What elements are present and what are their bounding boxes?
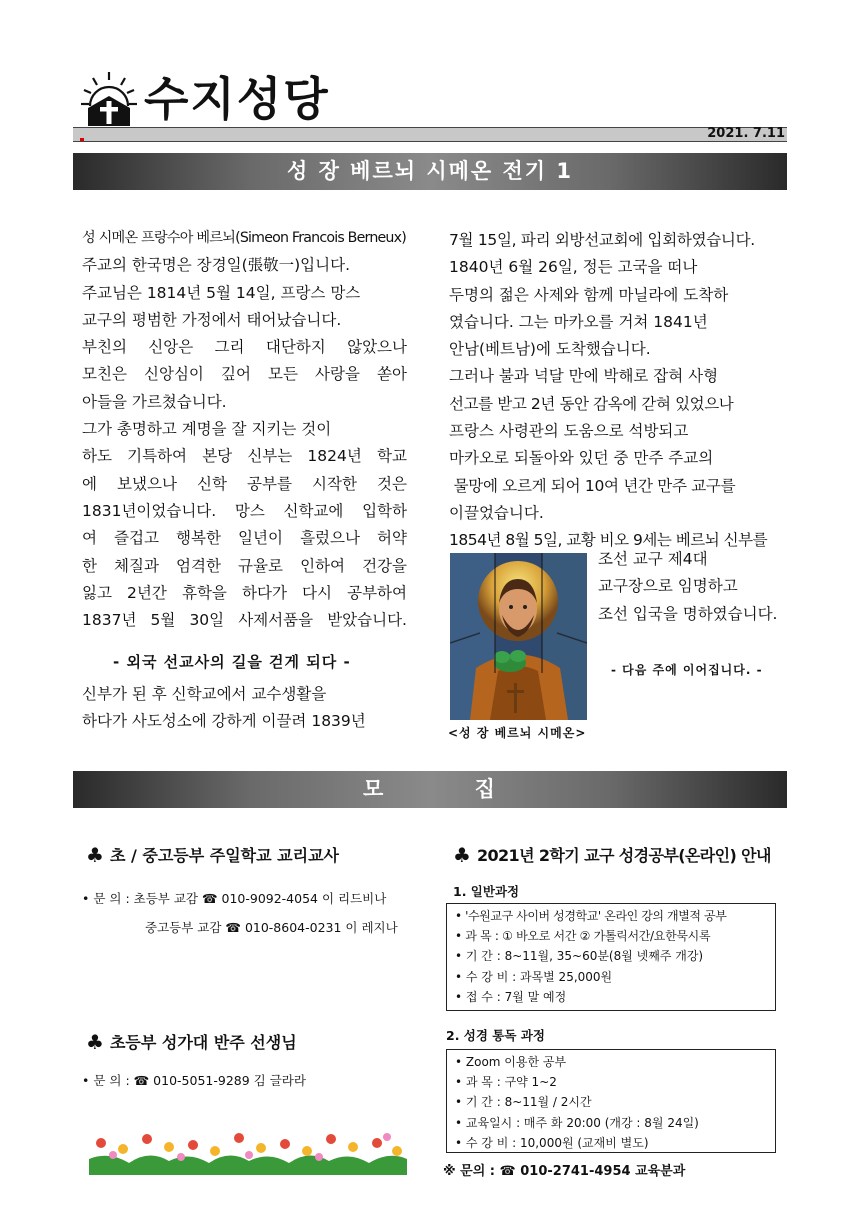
continued-note: - 다음 주에 이어집니다. - bbox=[611, 663, 763, 677]
article-line: 선고를 받고 2년 동안 감옥에 갇혀 있었으나 bbox=[449, 394, 734, 413]
course-item: • 교육일시 : 매주 화 20:00 (개강 : 8월 24일) bbox=[455, 1115, 699, 1130]
course-item: • 기 간 : 8~11월, 35~60분(8월 넷째주 개강) bbox=[455, 949, 704, 964]
article-line: 그가 총명하고 계명을 잘 지키는 것이 bbox=[82, 420, 332, 439]
course-item: • 접 수 : 7월 말 예정 bbox=[455, 989, 567, 1004]
article-line: 안남(베트남)에 도착했습니다. bbox=[449, 340, 651, 359]
choir-recruit-title: 초등부 성가대 반주 선생님 bbox=[109, 1033, 297, 1052]
article-line: 성 시메온 프랑수아 베르뇌(Simeon Francois Berneux) bbox=[82, 230, 406, 246]
article-left-column-continued bbox=[82, 681, 407, 736]
teacher-contact bbox=[82, 884, 398, 942]
general-course-label: 1. 일반과정 bbox=[453, 884, 520, 899]
article-right-after-image bbox=[598, 546, 778, 628]
article-line: 모친은 신앙심이 깊어 모든 사랑을 쏟아 bbox=[82, 365, 407, 384]
article-line: 교구장으로 임명하고 bbox=[598, 577, 738, 596]
page-title: 수지성당 bbox=[144, 72, 330, 126]
article-line: 하도 기특하여 본당 신부는 1824년 학교 bbox=[82, 447, 407, 466]
article-line: 하다가 사도성소에 강하게 이끌려 1839년 bbox=[82, 712, 366, 731]
article-line: 부친의 신앙은 그리 대단하지 않았으나 bbox=[82, 338, 407, 357]
course-item: • Zoom 이용한 공부 bbox=[455, 1055, 567, 1069]
course-item: • 기 간 : 8~11월 / 2시간 bbox=[455, 1095, 592, 1110]
article-line: 아들을 가르쳤습니다. bbox=[82, 392, 227, 411]
article-line: 프랑스 사령관의 도움으로 석방되고 bbox=[449, 422, 689, 441]
bible-study-title: 2021년 2학기 교구 성경공부(온라인) 안내 bbox=[476, 846, 771, 865]
article-line: 두명의 젊은 사제와 함께 마닐라에 도착하 bbox=[449, 285, 729, 304]
article-line: 그러나 불과 넉달 만에 박해로 잡혀 사형 bbox=[449, 367, 719, 386]
article-line: 조선 교구 제4대 bbox=[598, 550, 708, 568]
teacher-recruit-heading bbox=[86, 843, 339, 866]
article-line: 한 체질과 엄격한 규율로 인하여 건강을 bbox=[82, 556, 407, 575]
article-line: 조선 입국을 명하였습니다. bbox=[598, 604, 778, 623]
article-line: 여 즐겁고 행복한 일년이 흘렀으나 허약 bbox=[82, 529, 407, 548]
article-line: 물망에 오르게 되어 10여 년간 만주 교구를 bbox=[449, 476, 736, 495]
section-banner-biography: 성 장 베르뇌 시메온 전기 1 bbox=[73, 153, 787, 190]
article-line: 잃고 2년간 휴학을 하다가 다시 공부하여 bbox=[82, 583, 407, 602]
course-item: • 과 목 : 구약 1~2 bbox=[455, 1075, 557, 1090]
church-logo-icon bbox=[80, 68, 138, 128]
article-line: 1831년이었습니다. 망스 신학교에 입학하 bbox=[82, 501, 407, 520]
course-item: • 과 목 : ① 바오로 서간 ② 가톨릭서간/요한묵시록 bbox=[455, 929, 711, 944]
photo-caption: <성 장 베르뇌 시메온> bbox=[448, 726, 587, 740]
article-line: 이끌었습니다. bbox=[449, 503, 544, 522]
article-right-column bbox=[449, 227, 782, 555]
article-line: 주교의 한국명은 장경일(張敬一)입니다. bbox=[82, 256, 351, 275]
decorative-dot bbox=[80, 138, 84, 141]
article-line: 교구의 평범한 가정에서 태어났습니다. bbox=[82, 310, 342, 329]
article-line: 주교님은 1814년 5월 14일, 프랑스 망스 bbox=[82, 283, 361, 302]
article-line: 마카오로 되돌아와 있던 중 만주 주교의 bbox=[449, 449, 714, 468]
bible-study-heading bbox=[453, 843, 771, 866]
bible-reading-label: 2. 성경 통독 과정 bbox=[446, 1028, 545, 1043]
choir-recruit-heading bbox=[86, 1030, 297, 1053]
choir-contact-line: • 문 의 : ☎ 010-5051-9289 김 글라라 bbox=[82, 1073, 306, 1088]
article-line: 신부가 된 후 신학교에서 교수생활을 bbox=[82, 685, 327, 703]
teacher-contact-line: 중고등부 교감 ☎ 010-8604-0231 이 레지나 bbox=[145, 920, 398, 935]
article-line: 였습니다. 그는 마카오를 거쳐 1841년 bbox=[449, 312, 708, 331]
article-subheading: - 외국 선교사의 길을 걷게 되다 - bbox=[113, 653, 351, 671]
article-line: 1837년 5월 30일 사제서품을 받았습니다. bbox=[82, 611, 407, 630]
article-left-column bbox=[82, 225, 407, 634]
club-suit-icon: ♣ bbox=[86, 842, 104, 867]
issue-date: 2021. 7.11 bbox=[707, 126, 785, 141]
article-line: 에 보냈으나 신학 공부를 시작한 것은 bbox=[82, 474, 407, 493]
bible-inquiry-line: ※ 문의 : ☎ 010-2741-4954 교육분과 bbox=[443, 1164, 686, 1179]
section-banner-recruiting: 모 집 bbox=[73, 771, 787, 808]
article-line: 1840년 6월 26일, 정든 고국을 떠나 bbox=[449, 258, 698, 277]
general-course-box bbox=[446, 903, 776, 1011]
club-suit-icon: ♣ bbox=[86, 1029, 104, 1054]
bible-reading-box bbox=[446, 1049, 776, 1153]
club-suit-icon: ♣ bbox=[453, 842, 471, 867]
course-item: • 수 강 비 : 과목별 25,000원 bbox=[455, 969, 613, 984]
course-item: • '수원교구 사이버 성경학교' 온라인 강의 개별적 공부 bbox=[455, 909, 727, 923]
saint-portrait-image bbox=[450, 553, 587, 720]
flower-border-image bbox=[89, 1129, 407, 1175]
course-item: • 수 강 비 : 10,000원 (교재비 별도) bbox=[455, 1135, 649, 1150]
teacher-recruit-title: 초 / 중고등부 주일학교 교리교사 bbox=[109, 846, 339, 865]
teacher-contact-line: • 문 의 : 초등부 교감 ☎ 010-9092-4054 이 리드비나 bbox=[82, 891, 387, 906]
article-line: 7월 15일, 파리 외방선교회에 입회하였습니다. bbox=[449, 231, 755, 249]
header-rule bbox=[73, 127, 787, 142]
article-line: 1854년 8월 5일, 교황 비오 9세는 베르뇌 신부를 bbox=[449, 531, 768, 550]
